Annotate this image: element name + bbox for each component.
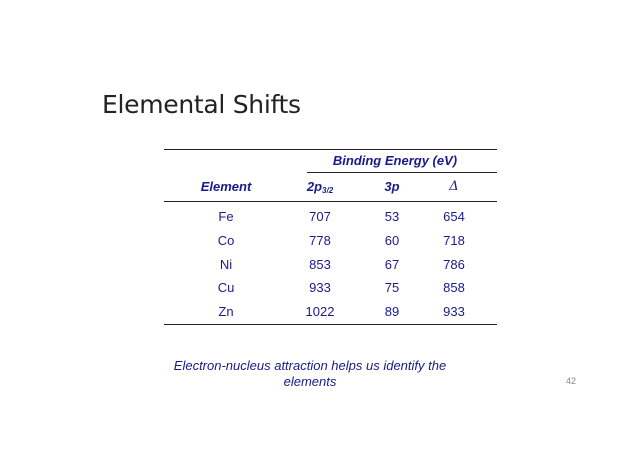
cell-delta: 858 [443,280,465,295]
cell-3p: 75 [384,280,400,295]
footer-note-line-1: Electron-nucleus attraction helps us identify the [173,358,447,373]
cell-element: Zn [218,304,234,319]
page-number: 42 [566,376,577,386]
header-bottom-rule [164,201,497,202]
cell-3p: 53 [384,209,400,224]
table-bottom-rule [164,324,497,325]
cell-2p: 707 [309,209,331,224]
cell-delta: 654 [443,209,465,224]
group-header-rule [307,172,497,173]
group-header: Binding Energy (eV) [332,153,458,168]
column-header-delta: Δ [449,179,459,194]
cell-element: Ni [219,257,233,272]
cell-3p: 89 [384,304,400,319]
slide-title: Elemental Shifts [102,90,301,119]
cell-2p: 778 [309,233,331,248]
column-header-2p-subscript: 3/2 [322,186,334,195]
cell-2p: 853 [309,257,331,272]
cell-delta: 933 [443,304,465,319]
table-row [0,233,638,256]
cell-2p: 1022 [305,304,335,319]
cell-2p: 933 [309,280,331,295]
cell-delta: 786 [443,257,465,272]
column-header-2p-main: 2p [306,179,323,194]
table-top-rule [164,149,497,150]
column-header-element: Element [200,179,252,194]
cell-3p: 60 [384,233,400,248]
cell-3p: 67 [384,257,400,272]
cell-delta: 718 [443,233,465,248]
footer-note-line-2: elements [283,374,337,389]
column-header-3p: 3p [384,179,400,194]
footer-note [160,358,460,390]
cell-element: Cu [217,280,235,295]
cell-element: Co [217,233,235,248]
table-row [0,257,638,280]
column-header-2p [280,179,360,195]
table-row [0,280,638,303]
cell-element: Fe [218,209,234,224]
table-row [0,209,638,232]
